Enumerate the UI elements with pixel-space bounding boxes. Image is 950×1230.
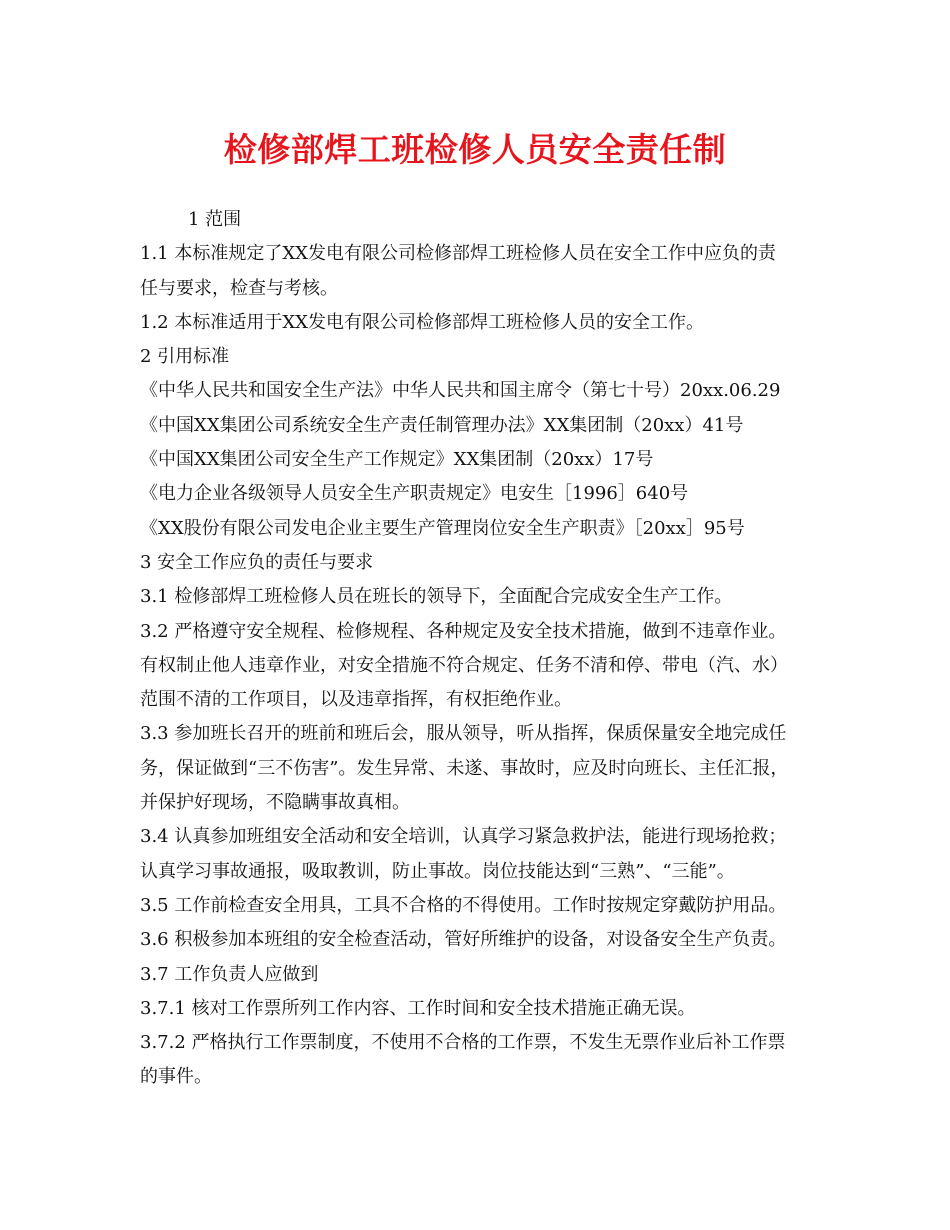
reference-item: 《中国XX集团公司系统安全生产责任制管理办法》XX集团制（20xx）41号 [140, 414, 744, 436]
document-body [140, 203, 820, 1095]
paragraph-line: 并保护好现场，不隐瞒事故真相。 [140, 792, 410, 814]
reference-item: 《电力企业各级领导人员安全生产职责规定》电安生［1996］640号 [140, 483, 689, 505]
paragraph-line: 任与要求，检查与考核。 [140, 277, 338, 299]
paragraph-line: 范围不清的工作项目，以及违章指挥，有权拒绝作业。 [140, 689, 572, 711]
paragraph-line: 3.6 积极参加本班组的安全检查活动，管好所维护的设备，对设备安全生产负责。 [140, 929, 787, 951]
reference-item: 《XX股份有限公司发电企业主要生产管理岗位安全生产职责》［20xx］95号 [140, 517, 745, 539]
paragraph-line: 3.1 检修部焊工班检修人员在班长的领导下，全面配合完成安全生产工作。 [140, 586, 733, 608]
document-title: 检修部焊工班检修人员安全责任制 [223, 130, 727, 169]
paragraph-line: 3.3 参加班长召开的班前和班后会，服从领导，听从指挥，保质保量安全地完成任 [140, 723, 787, 745]
section-heading-references: 2 引用标准 [140, 346, 230, 368]
paragraph-line: 3.7.2 严格执行工作票制度，不使用不合格的工作票，不发生无票作业后补工作票 [140, 1032, 786, 1054]
paragraph-line: 1.2 本标准适用于XX发电有限公司检修部焊工班检修人员的安全工作。 [140, 311, 704, 333]
reference-item: 《中国XX集团公司安全生产工作规定》XX集团制（20xx）17号 [140, 449, 654, 471]
paragraph-line: 务，保证做到“三不伤害”。发生异常、未遂、事故时，应及时向班长、主任汇报， [140, 757, 789, 779]
section-heading-scope: 1 范围 [188, 209, 242, 230]
paragraph-line: 有权制止他人违章作业，对安全措施不符合规定、任务不清和停、带电（汽、水） [140, 654, 788, 676]
section-heading-responsibilities: 3 安全工作应负的责任与要求 [140, 551, 374, 573]
paragraph-line: 3.7 工作负责人应做到 [140, 963, 319, 985]
paragraph-line: 3.4 认真参加班组安全活动和安全培训，认真学习紧急救护法，能进行现场抢救； [140, 826, 787, 848]
paragraph-line: 1.1 本标准规定了XX发电有限公司检修部焊工班检修人员在安全工作中应负的责 [140, 243, 776, 265]
paragraph-line: 3.2 严格遵守安全规程、检修规程、各种规定及安全技术措施，做到不违章作业。 [140, 620, 787, 642]
paragraph-line: 的事件。 [140, 1066, 212, 1088]
paragraph-line: 认真学习事故通报，吸取教训，防止事故。岗位技能达到“三熟”、“三能”。 [140, 860, 735, 882]
reference-item: 《中华人民共和国安全生产法》中华人民共和国主席令（第七十号）20xx.06.29 [140, 380, 781, 402]
paragraph-line: 3.5 工作前检查安全用具，工具不合格的不得使用。工作时按规定穿戴防护用品。 [140, 894, 787, 916]
paragraph-line: 3.7.1 核对工作票所列工作内容、工作时间和安全技术措施正确无误。 [140, 997, 696, 1019]
